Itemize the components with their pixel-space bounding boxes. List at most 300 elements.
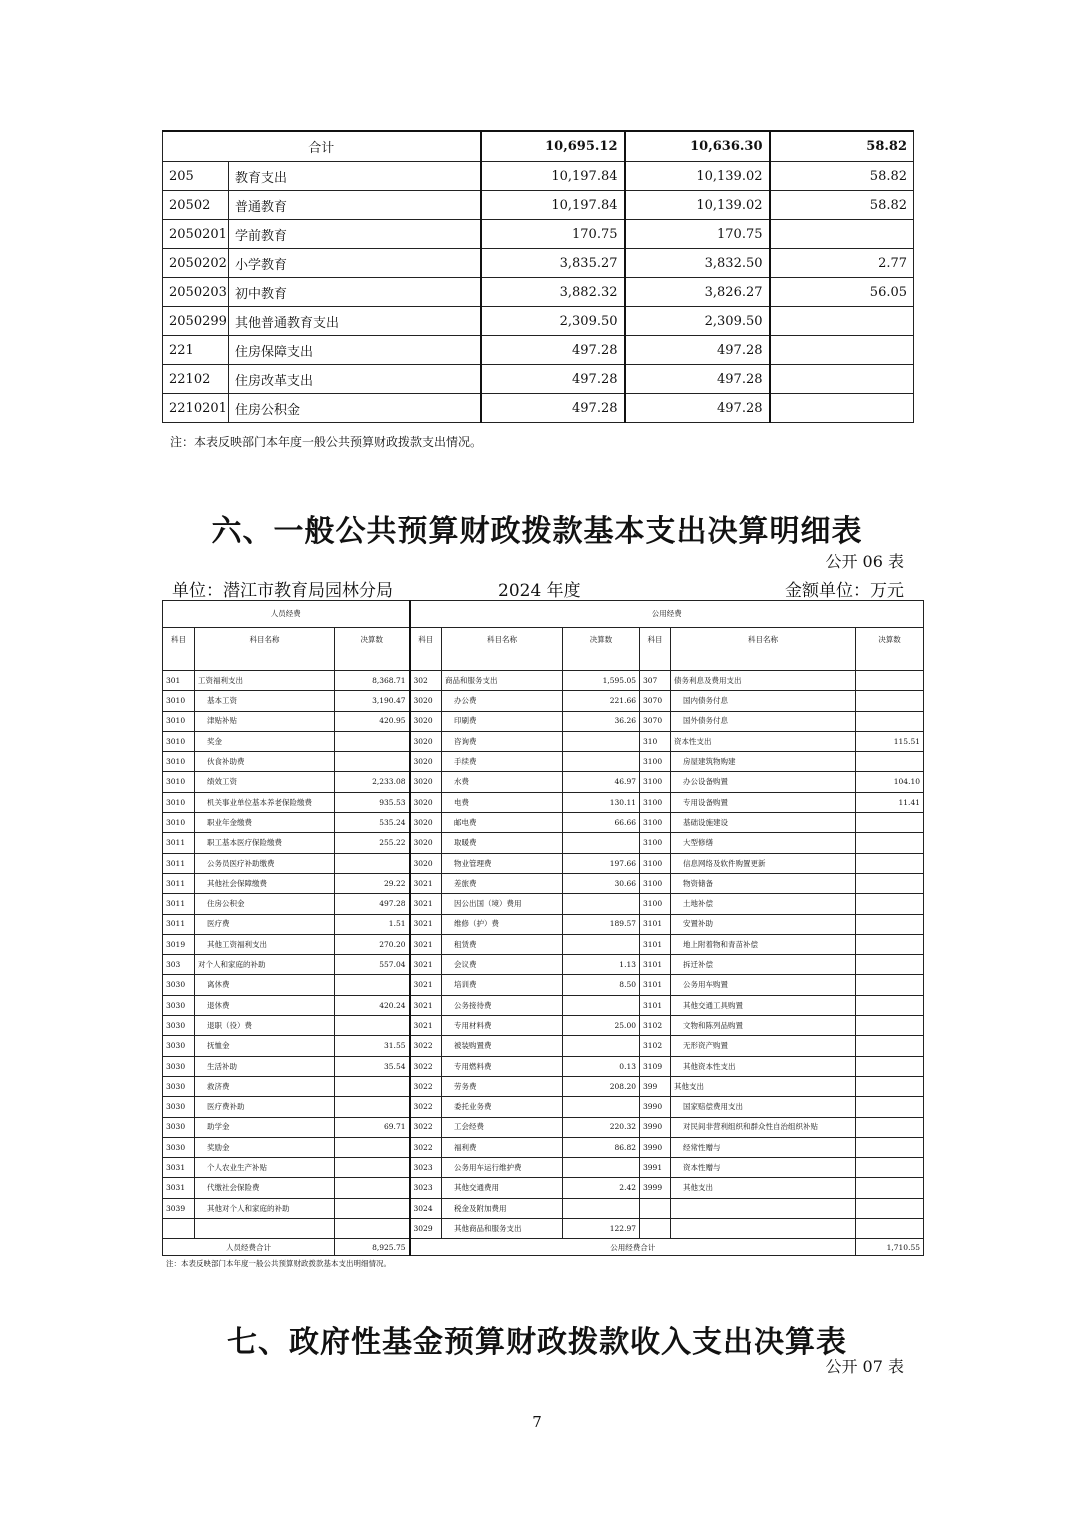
capital-code: 3070 [640, 711, 671, 731]
subject-code: 2050202 [163, 249, 229, 278]
personnel-name: 救济费 [195, 1076, 335, 1096]
personnel-amount: 35.54 [335, 1056, 410, 1076]
table-row [163, 278, 914, 307]
personnel-name: 代缴社会保险费 [195, 1178, 335, 1198]
subject-name: 小学教育 [229, 249, 481, 278]
public-name: 电费 [442, 792, 563, 812]
capital-name: 办公设备购置 [671, 772, 856, 792]
personnel-amount [335, 1219, 410, 1239]
capital-name: 无形资产购置 [671, 1036, 856, 1056]
personnel-amount: 69.71 [335, 1117, 410, 1137]
personnel-code: 3030 [163, 1016, 195, 1036]
group-personnel: 人员经费 [163, 601, 410, 628]
personnel-name: 医疗费补助 [195, 1097, 335, 1117]
public-name: 专用材料费 [442, 1016, 563, 1036]
public-name: 委托业务费 [442, 1097, 563, 1117]
public-code: 3021 [410, 955, 442, 975]
personnel-code [163, 1219, 195, 1239]
capital-code: 307 [640, 671, 671, 691]
personnel-name: 公务员医疗补助缴费 [195, 853, 335, 873]
personnel-total-amount: 8,925.75 [335, 1239, 410, 1256]
public-amount [563, 833, 640, 853]
personnel-name [195, 1219, 335, 1239]
table-row [163, 731, 924, 751]
personnel-amount [335, 1198, 410, 1218]
table-row [163, 307, 914, 336]
public-code: 3021 [410, 975, 442, 995]
amount-basic: 170.75 [625, 220, 770, 249]
capital-code: 3100 [640, 813, 671, 833]
capital-name: 地上附着物和青苗补偿 [671, 934, 856, 954]
table-row [163, 894, 924, 914]
page-number: 7 [532, 1413, 542, 1431]
table-row [163, 1178, 924, 1198]
public-code: 3020 [410, 772, 442, 792]
totals-row [163, 1239, 924, 1256]
amount-total: 170.75 [481, 220, 625, 249]
personnel-amount: 420.95 [335, 711, 410, 731]
group-public: 公用经费 [410, 601, 924, 628]
public-amount [563, 752, 640, 772]
public-code: 3020 [410, 853, 442, 873]
capital-code: 3100 [640, 853, 671, 873]
public-amount: 0.13 [563, 1056, 640, 1076]
personnel-name: 医疗费 [195, 914, 335, 934]
table-row [163, 1076, 924, 1096]
personnel-name: 生活补助 [195, 1056, 335, 1076]
table-row [163, 914, 924, 934]
personnel-amount: 420.24 [335, 995, 410, 1015]
public-name: 福利费 [442, 1137, 563, 1157]
public-name: 印刷费 [442, 711, 563, 731]
subject-name: 学前教育 [229, 220, 481, 249]
total-basic: 10,636.30 [625, 131, 770, 162]
public-code: 3021 [410, 914, 442, 934]
capital-name: 专用设备购置 [671, 792, 856, 812]
public-name: 其他商品和服务支出 [442, 1219, 563, 1239]
public-name: 培训费 [442, 975, 563, 995]
capital-code: 3070 [640, 691, 671, 711]
personnel-amount: 497.28 [335, 894, 410, 914]
public-amount: 130.11 [563, 792, 640, 812]
table-row [163, 1198, 924, 1218]
personnel-name: 机关事业单位基本养老保险缴费 [195, 792, 335, 812]
table-row [163, 365, 914, 394]
personnel-name: 离休费 [195, 975, 335, 995]
public-code: 3022 [410, 1036, 442, 1056]
amount-total: 497.28 [481, 336, 625, 365]
table-row [163, 691, 924, 711]
public-name: 工会经费 [442, 1117, 563, 1137]
table-row [163, 1097, 924, 1117]
table-row [163, 1137, 924, 1157]
public-code: 3022 [410, 1117, 442, 1137]
total-project: 58.82 [770, 131, 914, 162]
public-name: 物业管理费 [442, 853, 563, 873]
public-amount [563, 731, 640, 751]
capital-amount: 115.51 [856, 731, 924, 751]
capital-name: 资本性赠与 [671, 1158, 856, 1178]
personnel-amount: 29.22 [335, 873, 410, 893]
personnel-amount: 2,233.08 [335, 772, 410, 792]
capital-amount [856, 934, 924, 954]
capital-amount [856, 1219, 924, 1239]
capital-amount [856, 1036, 924, 1056]
capital-code: 3101 [640, 975, 671, 995]
public-amount: 66.66 [563, 813, 640, 833]
capital-name: 大型修缮 [671, 833, 856, 853]
personnel-name: 助学金 [195, 1117, 335, 1137]
personnel-code: 3011 [163, 833, 195, 853]
subject-code: 2210201 [163, 394, 229, 423]
capital-amount [856, 1158, 924, 1178]
subject-code: 2050299 [163, 307, 229, 336]
table-row [163, 995, 924, 1015]
public-amount: 30.66 [563, 873, 640, 893]
personnel-amount [335, 1076, 410, 1096]
capital-code: 3990 [640, 1117, 671, 1137]
public-name: 商品和服务支出 [442, 671, 563, 691]
table-row [163, 191, 914, 220]
column-header-row [163, 628, 924, 671]
personnel-name: 退休费 [195, 995, 335, 1015]
table-row [163, 1158, 924, 1178]
public-name: 公务接待费 [442, 995, 563, 1015]
public-amount: 25.00 [563, 1016, 640, 1036]
capital-amount [856, 711, 924, 731]
group-header-row [163, 601, 924, 628]
total-amount: 10,695.12 [481, 131, 625, 162]
personnel-name: 绩效工资 [195, 772, 335, 792]
capital-name: 安置补助 [671, 914, 856, 934]
capital-code [640, 1219, 671, 1239]
personnel-name: 退职（役）费 [195, 1016, 335, 1036]
table-row [163, 336, 914, 365]
public-name: 手续费 [442, 752, 563, 772]
header-amount-2: 决算数 [563, 628, 640, 671]
amount-total: 3,882.32 [481, 278, 625, 307]
table-row [163, 752, 924, 772]
capital-name [671, 1198, 856, 1218]
capital-amount [856, 1056, 924, 1076]
personnel-amount: 935.53 [335, 792, 410, 812]
public-amount [563, 1097, 640, 1117]
public-amount [563, 1158, 640, 1178]
public-name: 被装购置费 [442, 1036, 563, 1056]
capital-amount: 104.10 [856, 772, 924, 792]
personnel-name: 职工基本医疗保险缴费 [195, 833, 335, 853]
table-row [163, 792, 924, 812]
table-row [163, 671, 924, 691]
personnel-code: 3030 [163, 975, 195, 995]
expenditure-summary-body [163, 131, 914, 423]
personnel-code: 3011 [163, 853, 195, 873]
public-amount: 122.97 [563, 1219, 640, 1239]
public-amount [563, 1036, 640, 1056]
capital-code: 3101 [640, 914, 671, 934]
personnel-code: 3031 [163, 1158, 195, 1178]
personnel-total-label: 人员经费合计 [163, 1239, 335, 1256]
public-amount [563, 894, 640, 914]
personnel-code: 3039 [163, 1198, 195, 1218]
amount-basic: 2,309.50 [625, 307, 770, 336]
header-name-2: 科目名称 [442, 628, 563, 671]
capital-name: 国内债务付息 [671, 691, 856, 711]
personnel-amount [335, 1178, 410, 1198]
section6-table-code: 公开 06 表 [825, 552, 904, 571]
table-row [163, 934, 924, 954]
table-row [163, 162, 914, 191]
capital-name: 房屋建筑物购建 [671, 752, 856, 772]
personnel-code: 3030 [163, 1036, 195, 1056]
public-amount: 1.13 [563, 955, 640, 975]
table-row [163, 1056, 924, 1076]
amount-total: 497.28 [481, 365, 625, 394]
table-row [163, 853, 924, 873]
amount-project [770, 220, 914, 249]
capital-amount [856, 1076, 924, 1096]
amount-basic: 497.28 [625, 336, 770, 365]
section6-money-unit: 金额单位：万元 [785, 581, 904, 601]
personnel-amount: 1.51 [335, 914, 410, 934]
amount-basic: 10,139.02 [625, 162, 770, 191]
capital-amount [856, 853, 924, 873]
public-total-amount: 1,710.55 [856, 1239, 924, 1256]
capital-code: 3990 [640, 1097, 671, 1117]
capital-name: 其他交通工具购置 [671, 995, 856, 1015]
table-row [163, 975, 924, 995]
amount-project: 58.82 [770, 191, 914, 220]
header-code-2: 科目 [410, 628, 442, 671]
personnel-name: 对个人和家庭的补助 [195, 955, 335, 975]
capital-code: 3101 [640, 995, 671, 1015]
personnel-code: 3010 [163, 813, 195, 833]
capital-amount [856, 1137, 924, 1157]
public-name: 取暖费 [442, 833, 563, 853]
personnel-code: 3030 [163, 1117, 195, 1137]
personnel-code: 3019 [163, 934, 195, 954]
capital-name: 国外债务付息 [671, 711, 856, 731]
public-name: 水费 [442, 772, 563, 792]
header-amount-3: 决算数 [856, 628, 924, 671]
personnel-amount: 3,190.47 [335, 691, 410, 711]
public-amount [563, 995, 640, 1015]
public-code: 3021 [410, 995, 442, 1015]
table-row [163, 1016, 924, 1036]
total-row [163, 131, 914, 162]
capital-code: 310 [640, 731, 671, 751]
public-total-label: 公用经费合计 [410, 1239, 856, 1256]
subject-code: 2050201 [163, 220, 229, 249]
amount-basic: 497.28 [625, 365, 770, 394]
capital-name: 资本性支出 [671, 731, 856, 751]
capital-amount [856, 691, 924, 711]
public-code: 3020 [410, 813, 442, 833]
capital-amount [856, 975, 924, 995]
capital-code: 3102 [640, 1016, 671, 1036]
public-amount: 86.82 [563, 1137, 640, 1157]
personnel-name: 奖金 [195, 731, 335, 751]
table-row [163, 711, 924, 731]
personnel-amount [335, 731, 410, 751]
amount-project: 56.05 [770, 278, 914, 307]
amount-project: 2.77 [770, 249, 914, 278]
capital-code: 3999 [640, 1178, 671, 1198]
personnel-code: 3010 [163, 691, 195, 711]
header-name-3: 科目名称 [671, 628, 856, 671]
capital-name: 国家赔偿费用支出 [671, 1097, 856, 1117]
personnel-code: 3011 [163, 873, 195, 893]
detail-table-body [163, 601, 924, 1256]
table-row [163, 813, 924, 833]
subject-code: 20502 [163, 191, 229, 220]
detail-table-note: 注：本表反映部门本年度一般公共预算财政拨款基本支出明细情况。 [166, 1259, 391, 1268]
capital-code: 3100 [640, 752, 671, 772]
personnel-amount [335, 1158, 410, 1178]
personnel-amount: 31.55 [335, 1036, 410, 1056]
amount-project [770, 394, 914, 423]
capital-name: 经常性赠与 [671, 1137, 856, 1157]
total-label: 合计 [163, 131, 481, 162]
personnel-code: 3010 [163, 752, 195, 772]
public-amount: 8.50 [563, 975, 640, 995]
expenditure-summary-table [162, 130, 914, 423]
personnel-code: 3030 [163, 1137, 195, 1157]
personnel-name: 个人农业生产补贴 [195, 1158, 335, 1178]
public-name: 税金及附加费用 [442, 1198, 563, 1218]
section6-year: 2024 年度 [498, 581, 581, 601]
public-code: 3022 [410, 1076, 442, 1096]
table-row [163, 873, 924, 893]
capital-code: 3990 [640, 1137, 671, 1157]
public-name: 办公费 [442, 691, 563, 711]
amount-basic: 10,139.02 [625, 191, 770, 220]
table-row [163, 833, 924, 853]
public-code: 3029 [410, 1219, 442, 1239]
personnel-code: 3031 [163, 1178, 195, 1198]
header-name-1: 科目名称 [195, 628, 335, 671]
amount-project [770, 307, 914, 336]
personnel-code: 3010 [163, 792, 195, 812]
capital-amount [856, 1117, 924, 1137]
personnel-amount [335, 752, 410, 772]
personnel-amount [335, 1016, 410, 1036]
capital-amount [856, 833, 924, 853]
subject-name: 教育支出 [229, 162, 481, 191]
public-code: 3020 [410, 792, 442, 812]
amount-project [770, 365, 914, 394]
section6-title: 六、一般公共预算财政拨款基本支出决算明细表 [211, 514, 863, 549]
amount-total: 2,309.50 [481, 307, 625, 336]
public-code: 3023 [410, 1158, 442, 1178]
capital-name: 公务用车购置 [671, 975, 856, 995]
public-name: 会议费 [442, 955, 563, 975]
amount-total: 497.28 [481, 394, 625, 423]
header-amount-1: 决算数 [335, 628, 410, 671]
public-amount: 208.20 [563, 1076, 640, 1096]
public-amount: 36.26 [563, 711, 640, 731]
capital-name: 基础设施建设 [671, 813, 856, 833]
basic-expenditure-detail-table [162, 600, 924, 1256]
personnel-amount: 8,368.71 [335, 671, 410, 691]
capital-amount [856, 1016, 924, 1036]
personnel-name: 其他工资福利支出 [195, 934, 335, 954]
amount-total: 10,197.84 [481, 162, 625, 191]
subject-name: 普通教育 [229, 191, 481, 220]
public-amount: 221.66 [563, 691, 640, 711]
personnel-amount [335, 975, 410, 995]
public-code: 3023 [410, 1178, 442, 1198]
subject-code: 205 [163, 162, 229, 191]
subject-code: 2050203 [163, 278, 229, 307]
section7-title: 七、政府性基金预算财政拨款收入支出决算表 [227, 1325, 847, 1360]
capital-name [671, 1219, 856, 1239]
capital-amount [856, 1198, 924, 1218]
public-name: 专用燃料费 [442, 1056, 563, 1076]
public-code: 3024 [410, 1198, 442, 1218]
public-name: 其他交通费用 [442, 1178, 563, 1198]
public-code: 3021 [410, 934, 442, 954]
public-amount [563, 934, 640, 954]
public-code: 3022 [410, 1056, 442, 1076]
personnel-name: 津贴补贴 [195, 711, 335, 731]
personnel-name: 伙食补助费 [195, 752, 335, 772]
personnel-amount: 270.20 [335, 934, 410, 954]
subject-name: 住房改革支出 [229, 365, 481, 394]
capital-code: 3101 [640, 934, 671, 954]
capital-code: 3991 [640, 1158, 671, 1178]
public-name: 差旅费 [442, 873, 563, 893]
capital-amount [856, 894, 924, 914]
subject-name: 住房保障支出 [229, 336, 481, 365]
personnel-code: 3030 [163, 1076, 195, 1096]
header-code-1: 科目 [163, 628, 195, 671]
capital-name: 其他支出 [671, 1178, 856, 1198]
public-name: 公务用车运行维护费 [442, 1158, 563, 1178]
personnel-code: 3030 [163, 995, 195, 1015]
section6-unit: 单位：潜江市教育局园林分局 [172, 581, 393, 601]
public-name: 租赁费 [442, 934, 563, 954]
capital-code: 399 [640, 1076, 671, 1096]
table-row [163, 249, 914, 278]
capital-code: 3100 [640, 833, 671, 853]
personnel-name: 基本工资 [195, 691, 335, 711]
public-amount: 220.32 [563, 1117, 640, 1137]
personnel-code: 3010 [163, 731, 195, 751]
personnel-code: 3011 [163, 894, 195, 914]
amount-total: 10,197.84 [481, 191, 625, 220]
public-code: 302 [410, 671, 442, 691]
subject-name: 初中教育 [229, 278, 481, 307]
subject-code: 221 [163, 336, 229, 365]
personnel-name: 奖励金 [195, 1137, 335, 1157]
capital-amount [856, 995, 924, 1015]
personnel-name: 其他社会保障缴费 [195, 873, 335, 893]
capital-amount [856, 671, 924, 691]
public-code: 3020 [410, 833, 442, 853]
table-row [163, 1036, 924, 1056]
capital-amount [856, 1178, 924, 1198]
personnel-amount: 535.24 [335, 813, 410, 833]
personnel-code: 3030 [163, 1097, 195, 1117]
personnel-amount [335, 853, 410, 873]
subject-name: 其他普通教育支出 [229, 307, 481, 336]
capital-code [640, 1198, 671, 1218]
capital-amount: 11.41 [856, 792, 924, 812]
public-name: 邮电费 [442, 813, 563, 833]
personnel-amount [335, 1137, 410, 1157]
personnel-code: 3011 [163, 914, 195, 934]
